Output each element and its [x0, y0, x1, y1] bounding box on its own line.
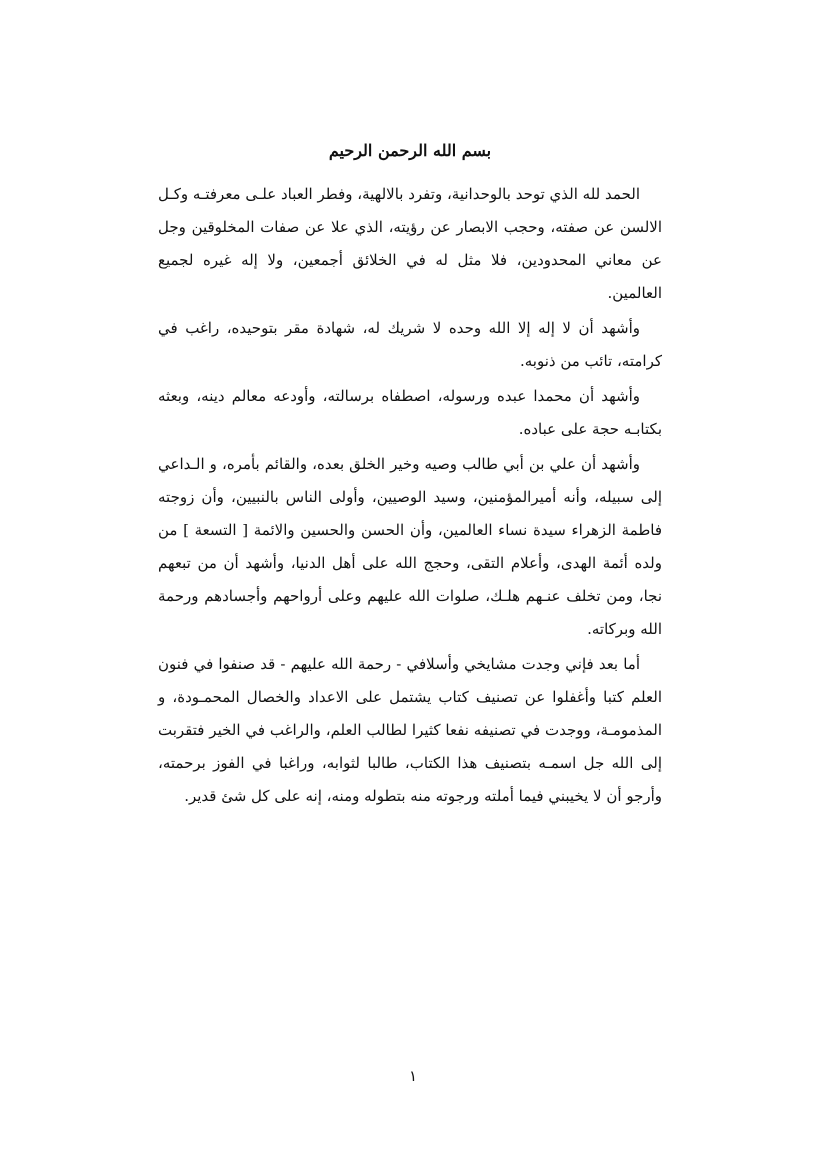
paragraph-prophet: وأشهد أن محمدا عبده ورسوله، اصطفاه برسالته، وأودعه معالم دينه، وبعثه بكتابـه حجة على عباده. — [158, 387, 662, 438]
paragraph-praise: الحمد لله الذي توحد بالوحدانية، وتفرد بالالهية، وفطر العباد علـى معرفتـه وكـل الالسن عن صفته، وحجب الابصار عن رؤيته، الذي علا عن صفات المخلوقين وجل عن معاني المحدودين، فلا مثل له في الخلائق أجمعين، ولا إله غيره لجميع العالمين. — [158, 185, 662, 302]
paragraph-shahada: وأشهد أن لا إله إلا الله وحده لا شريك له، شهادة مقر بتوحيده، راغب في كرامته، تائب من ذنوبه. — [158, 319, 662, 370]
paragraph-imams: وأشهد أن علي بن أبي طالب وصيه وخير الخلق بعده، والقائم بأمره، و الـداعي إلى سبيله، وأنه أميرالمؤمنين، وسيد الوصيين، وأولى الناس بالنبيين، وأن زوجته فاطمة الزهراء سيدة نساء العالمين، وأن الحسن والحسين والائمة [ التسعة ] من ولده أئمة الهدى، وأعلام التقى، وحجج الله على أهل الدنيا، وأشهد أن من تبعهم نجا، ومن تخلف عنـهم هلـك، صلوات الله عليهم وعلى أرواحهم وأجسادهم ورحمة الله وبركاته. — [158, 455, 662, 638]
paragraph-purpose: أما بعد فإني وجدت مشايخي وأسلافي - رحمة الله عليهم - قد صنفوا في فنون العلم كتبا وأغفلوا عن تصنيف كتاب يشتمل على الاعداد والخصال المحمـودة، و المذمومـة، ووجدت في تصنيفه نفعا كثيرا لطالب العلم، والراغب في الخير فتقربت إلى الله جل اسمـه بتصنيف هذا الكتاب، طالبا لثوابه، وراغبا في الفوز برحمته، وأرجو أن لا يخيبني فيما أملته ورجوته منه بتطوله ومنه، إنه على كل شئ قدير. — [158, 655, 662, 805]
page-number: ١ — [408, 1067, 418, 1085]
basmala-heading: بسم الله الرحمن الرحيم — [328, 141, 492, 160]
page-content — [158, 138, 662, 815]
